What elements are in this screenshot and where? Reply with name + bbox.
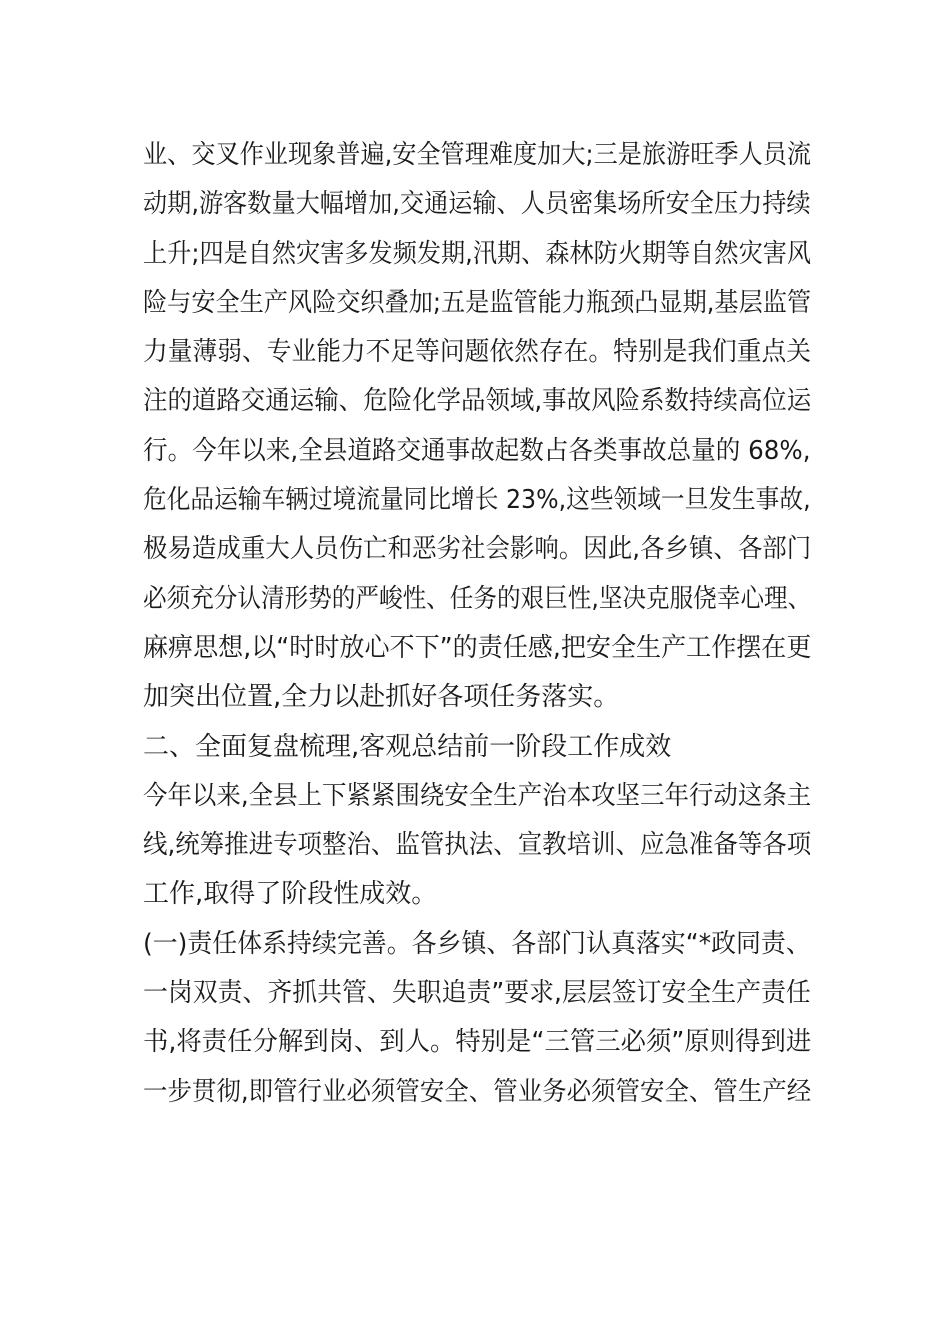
text-line: 上升;四是自然灾害多发频发期,汛期、森林防火期等自然灾害风 [143,238,812,269]
text-line: 极易造成重大人员伤亡和恶劣社会影响。因此,各乡镇、各部门 [143,534,812,565]
text-line: 一岗双责、齐抓共管、失职追责”要求,层层签订安全生产责任 [143,978,811,1009]
text-line: 业、交叉作业现象普遍,安全管理难度加大;三是旅游旺季人员流 [143,140,812,170]
text-line: 险与安全生产风险交织叠加;五是监管能力瓶颈凸显期,基层监管 [143,287,812,318]
text-line: 动期,游客数量大幅增加,交通运输、人员密集场所安全压力持续 [143,189,811,220]
document-body [143,131,811,1117]
text-line: 必须充分认清形势的严峻性、任务的艰巨性,坚决克服侥幸心理、 [143,583,812,614]
text-line: 书,将责任分解到岗、到人。特别是“三管三必须”原则得到进 [143,1027,812,1058]
text-line: 麻痹思想,以“时时放心不下”的责任感,把安全生产工作摆在更 [143,632,812,663]
text-line: 一步贯彻,即管行业必须管安全、管业务必须管安全、管生产经 [143,1076,812,1107]
text-line: 危化品运输车辆过境流量同比增长 23%,这些领域一旦发生事故, [143,485,811,516]
text-line: 今年以来,全县上下紧紧围绕安全生产治本攻坚三年行动这条主 [143,780,812,811]
text-line: (一)责任体系持续完善。各乡镇、各部门认真落实“*政同责、 [143,928,811,959]
text-line: 加突出位置,全力以赴抓好各项任务落实。 [143,682,620,713]
text-line: 注的道路交通运输、危险化学品领域,事故风险系数持续高位运 [143,386,812,417]
text-line: 行。今年以来,全县道路交通事故起数占各类事故总量的 68%, [143,435,811,466]
text-line: 线,统筹推进专项整治、监管执法、宣教培训、应急准备等各项 [143,830,812,861]
section-heading: 二、全面复盘梳理,客观总结前一阶段工作成效 [143,731,672,762]
text-line: 力量薄弱、专业能力不足等问题依然存在。特别是我们重点关 [143,337,812,368]
text-line: 工作,取得了阶段性成效。 [143,879,438,910]
